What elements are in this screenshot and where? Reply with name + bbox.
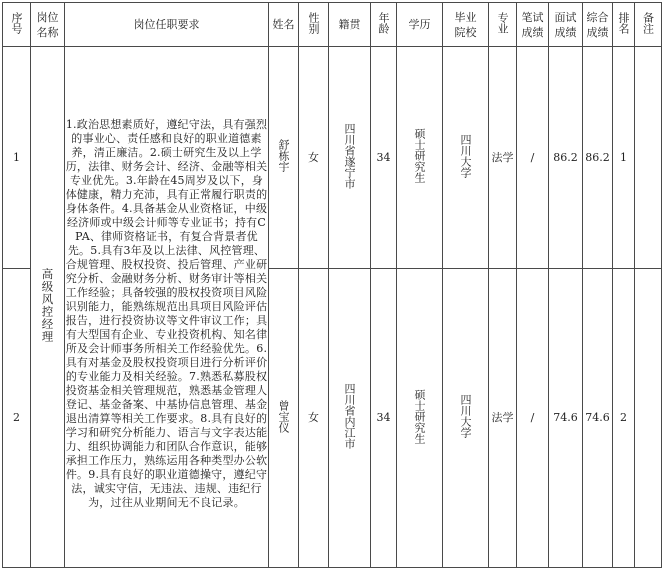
- candidate-table: [2, 2, 662, 568]
- requirements-cell: [65, 47, 269, 568]
- header-written-score: 笔试成绩: [517, 3, 549, 47]
- row2-school: 四川大学: [443, 269, 489, 568]
- table-row: [3, 47, 662, 269]
- row2-seq: 2: [3, 269, 31, 568]
- row1-seq: 1: [3, 47, 31, 269]
- row2-native-place: 四川省内江市: [329, 269, 371, 568]
- row1-remark: [635, 47, 662, 269]
- row2-interview-score: 74.6: [549, 269, 583, 568]
- row1-major: 法学: [489, 47, 517, 269]
- row1-interview-score: 86.2: [549, 47, 583, 269]
- header-name: 姓名: [269, 3, 299, 47]
- row2-name: 曾宝仪: [269, 269, 299, 568]
- row1-gender: 女: [299, 47, 329, 269]
- row1-written-score: /: [517, 47, 549, 269]
- header-total-score: 综合成绩: [583, 3, 613, 47]
- header-remark: 备注: [635, 3, 662, 47]
- row2-remark: [635, 269, 662, 568]
- header-school: 毕业院校: [443, 3, 489, 47]
- header-gender: 性别: [299, 3, 329, 47]
- header-education: 学历: [397, 3, 443, 47]
- row1-education: 硕士研究生: [397, 47, 443, 269]
- header-native-place: 籍贯: [329, 3, 371, 47]
- header-row: [3, 3, 662, 47]
- row1-age: 34: [371, 47, 397, 269]
- header-seq: 序号: [3, 3, 31, 47]
- row1-native-place: 四川省遂宁市: [329, 47, 371, 269]
- header-age: 年龄: [371, 3, 397, 47]
- header-rank: 排名: [613, 3, 635, 47]
- row2-total-score: 74.6: [583, 269, 613, 568]
- post-name-cell: 高级风控经理: [31, 47, 65, 568]
- header-interview-score: 面试成绩: [549, 3, 583, 47]
- header-major: 专业: [489, 3, 517, 47]
- row2-education: 硕士研究生: [397, 269, 443, 568]
- header-requirements: 岗位任职要求: [65, 3, 269, 47]
- row1-total-score: 86.2: [583, 47, 613, 269]
- header-post-name: 岗位名称: [31, 3, 65, 47]
- row1-rank: 1: [613, 47, 635, 269]
- row1-school: 四川大学: [443, 47, 489, 269]
- requirements-text: 1.政治思想素质好，遵纪守法，具有强烈的事业心、责任感和良好的职业道德素养，清正廉洁。2.硕士研究生及以上学历，法律、财务会计、经济、金融等相关专业优先。3.年龄在45周岁及以下，身体健康，精力充沛，具有正常履行职责的身体条件。4.具备基金从业资格证，中级经济师或中级会计师等专业证书；持有CPA、律师资格证书，有复合背景者优先。5.具有3年及以上法律、风控管理、合规管理、股权投资、投后管理、产业研究分析、金融财务分析、财务审计等相关工作经验；具备较强的股权投资项目风险识别能力，能熟练规范出具项目风险评估报告，进行投资协议等文件审议工作；具有大型国有企业、专业投资机构、知名律所及会计师事务所相关工作经验优先。6.具有对基金及股权投资项目进行分析评价的专业能力及相关经验。7.熟悉私募股权投资基金相关管理规范，熟悉基金管理人登记、基金备案、中基协信息管理、基金退出清算等相关工作要求。8.具有良好的学习和研究分析能力、语言与文字表达能力、组织协调能力和团队合作意识，能够承担工作压力，熟练运用各种类型办公软件。9.具有良好的职业道德操守，遵纪守法，诚实守信，无违法、违规、违纪行为，过往从业期间无不良记录。: [65, 118, 268, 510]
- row2-major: 法学: [489, 269, 517, 568]
- row2-written-score: /: [517, 269, 549, 568]
- row2-gender: 女: [299, 269, 329, 568]
- row1-name: 舒栋宇: [269, 47, 299, 269]
- row2-rank: 2: [613, 269, 635, 568]
- row2-age: 34: [371, 269, 397, 568]
